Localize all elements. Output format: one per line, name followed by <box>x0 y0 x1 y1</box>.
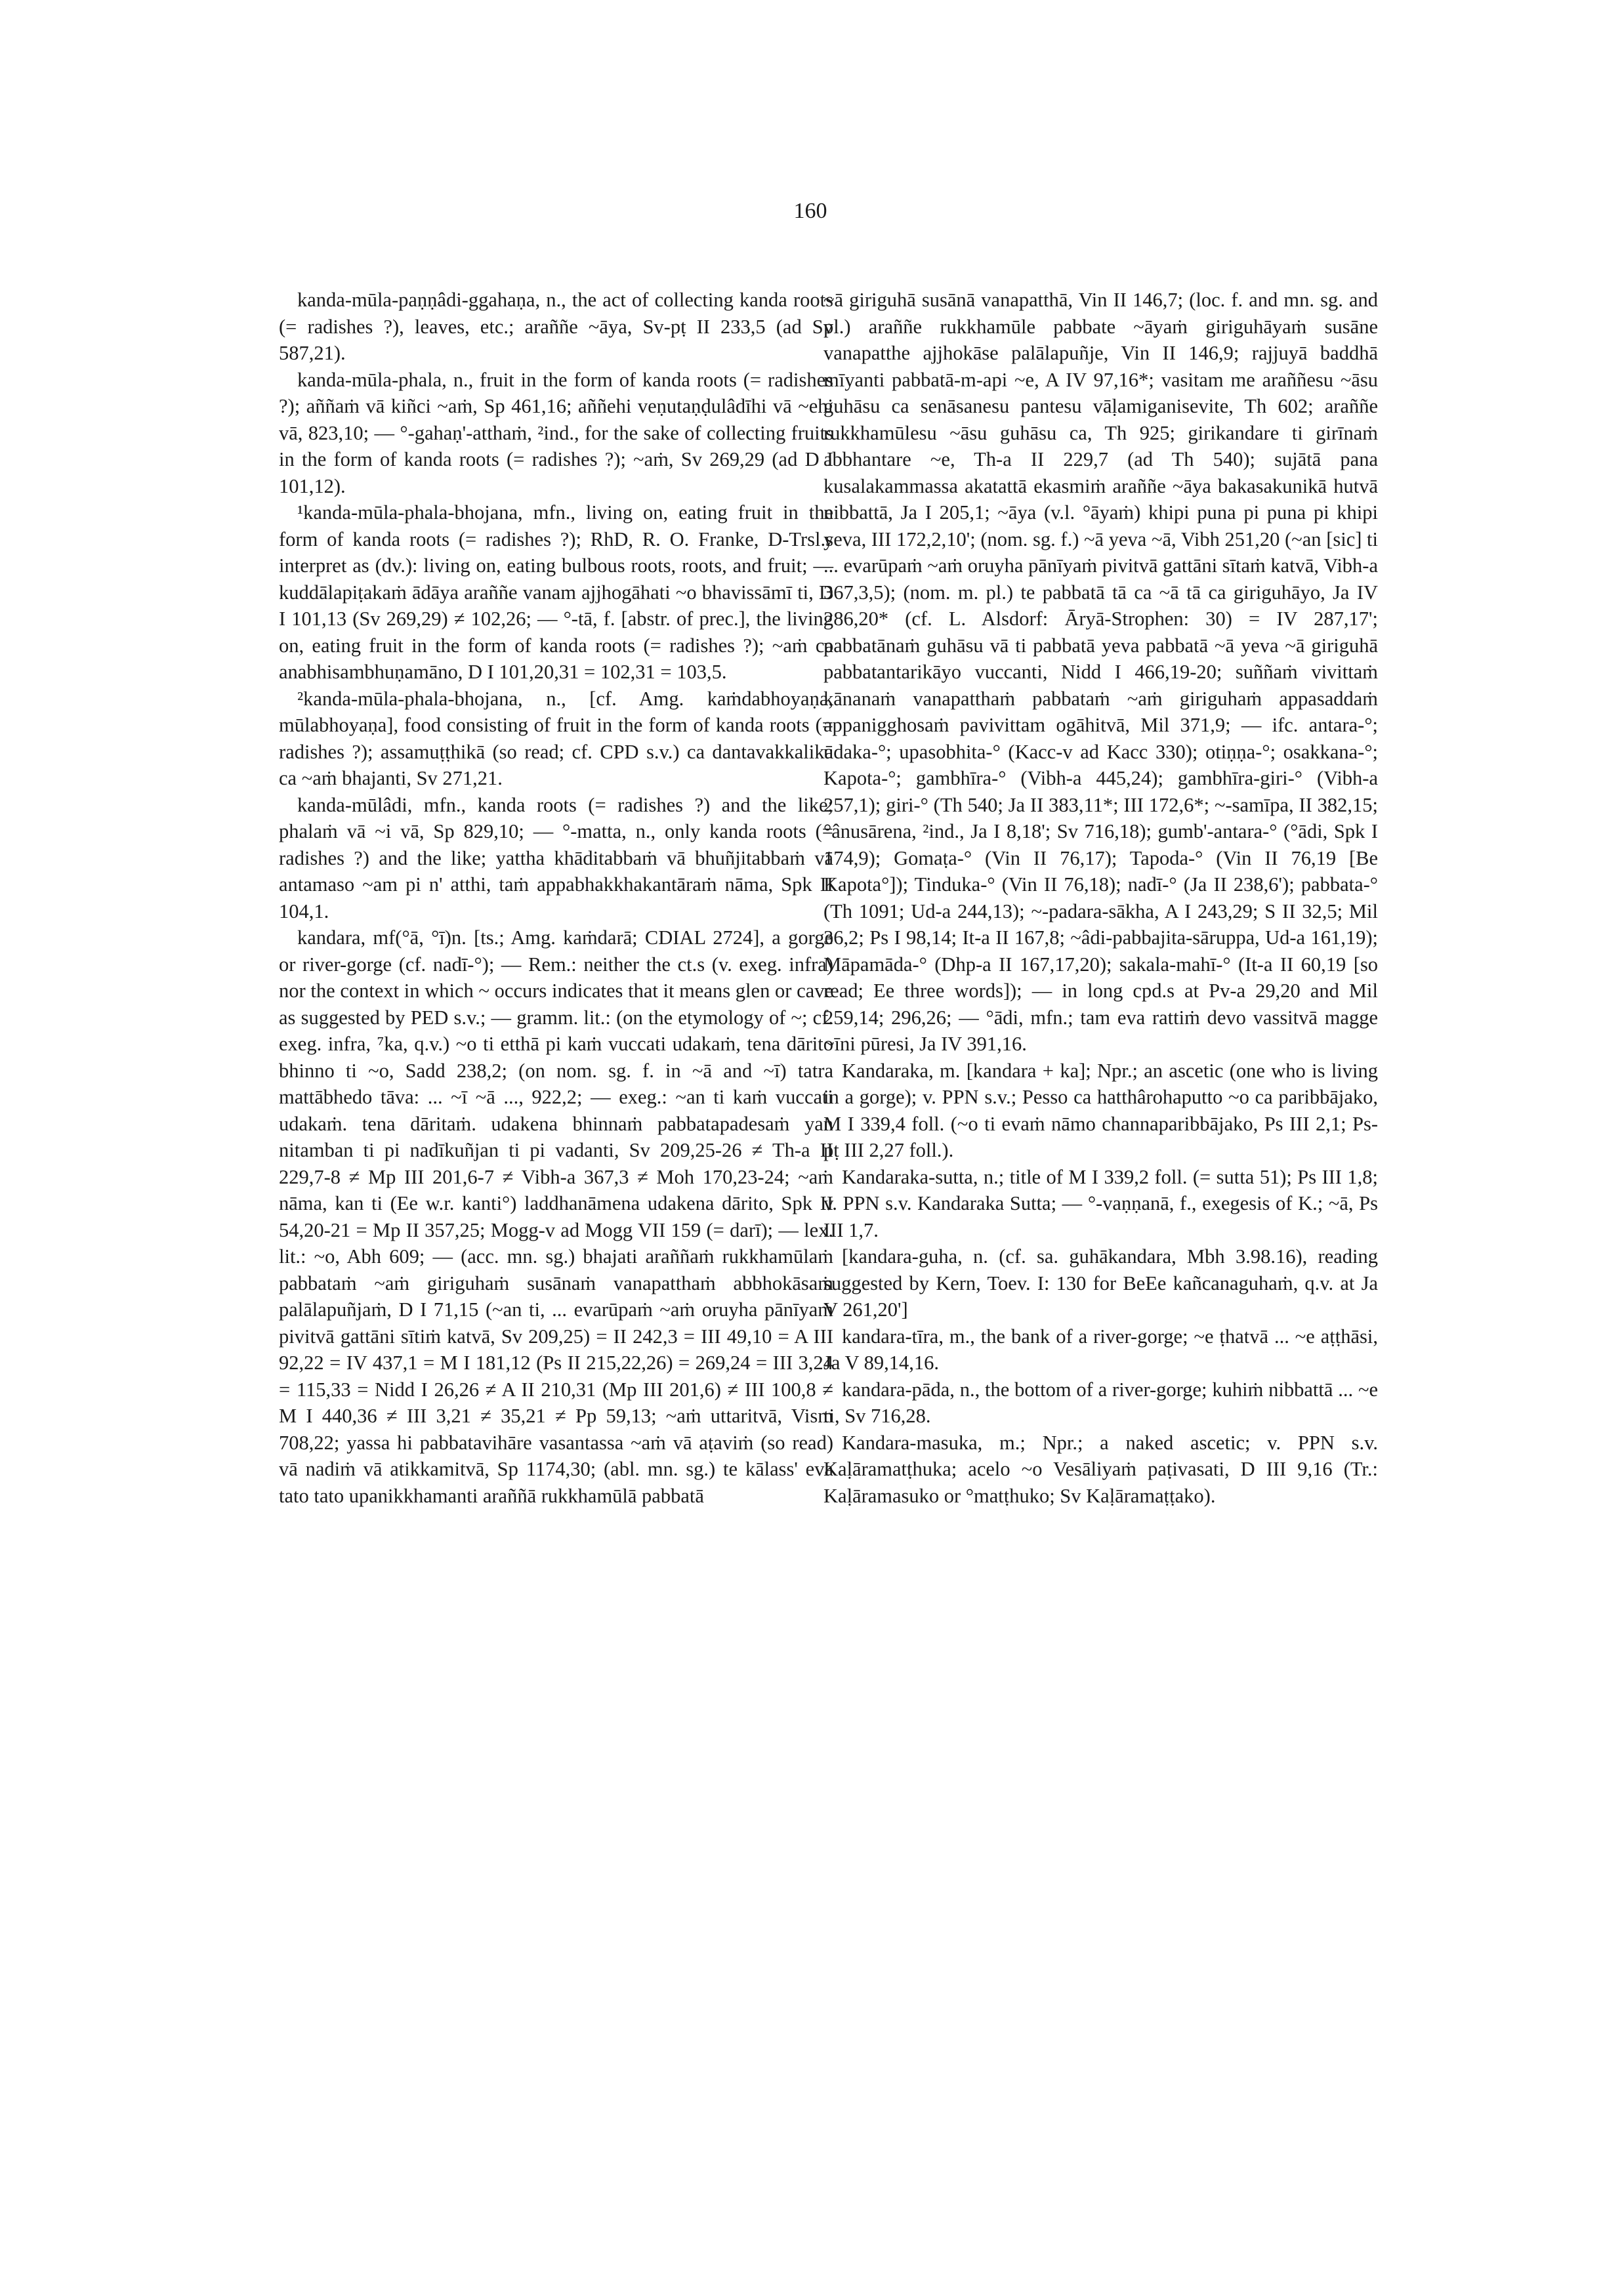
entry-kandaraka-sutta: Kandaraka-sutta, n.; title of M I 339,2 foll. (= sutta 51); Ps III 1,8; v. PPN s.v. Kandaraka Sutta; — °-vaṇṇanā, f., exegesis of K.; ~ā, Ps III 1,7. <box>823 1165 1378 1241</box>
entry-kandara-continued: ~ā giriguhā susānā vanapatthā, Vin II 146,7; (loc. f. and mn. sg. and pl.) araññe rukkhamūle pabbate ~āyaṁ giriguhāyaṁ susāne vanapatthe ajjhokāse palālapuñje, Vin II 146,9; rajjuyā baddhā mīyanti pabbatā-m-api ~e, A IV 97,16*; vasitam me araññesu ~āsu guhāsu ca senāsanesu pantesu vāḷamiganisevite, Th 602; araññe rukkhamūlesu ~āsu guhāsu ca, Th 925; girikandare ti girīnaṁ abbhantare ~e, Th-a II 229,7 (ad Th 540); sujātā pana kusalakammassa akatattā ekasmiṁ araññe ~āya bakasakunikā hutvā nibbattā, Ja I 205,1; ~āya (v.l. °āyaṁ) khipi puna pi puna pi khipi yeva, III 172,2,10'; (nom. sg. f.) ~ā yeva ~ā, Vibh 251,20 (~an [sic] ti ... evarūpaṁ ~aṁ oruyha pānīyaṁ pivitvā gattāni sītaṁ katvā, Vibh-a 367,3,5); (nom. m. pl.) te pabbatā tā ca ~ā tā ca giriguhāyo, Ja IV 286,20* (cf. L. Alsdorf: Āryā-Strophen: 30) = IV 287,17'; pabbatānaṁ guhāsu vā ti pabbatā yeva pabbatā ~ā yeva ~ā giriguhā pabbatantarikāyo vuccanti, Nidd I 466,19-20; suññaṁ vivittaṁ kānanaṁ vanapatthaṁ pabbataṁ ~aṁ giriguhaṁ appasaddaṁ appanigghosaṁ pavivittam ogāhitvā, Mil 371,9; — ifc. antara-°; udaka-°; upasobhita-° (Kacc-v ad Kacc 330); otiṇṇa-°; osakkana-°; Kapota-°; gambhīra-° (Vibh-a 445,24); gambhīra-giri-° (Vibh-a 257,1); giri-° (Th 540; Ja II 383,11*; III 172,6*; ~-samīpa, II 382,15; °ânusārena, ²ind., Ja I 8,18'; Sv 716,18); gumb'-antara-° (°ādi, Spk I 174,9); Gomaṭa-° (Vin II 76,17); Tapoda-° (Vin II 76,19 [Be Kapota°]); Tinduka-° (Vin II 76,18); nadī-° (Ja II 238,6'); pabbata-° (Th 1091; Ud-a 244,13); ~-padara-sākha, A I 243,29; S II 32,5; Mil 36,2; Ps I 98,14; It-a II 167,8; ~âdi-pabbajita-sāruppa, Ud-a 161,19); Māpamāda-° (Dhp-a II 167,17,20); sakala-mahī-° (It-a II 60,19 [so read; Ee three words]); — in long cpd.s at Pv-a 29,20 and Mil 259,14; 296,26; — °ādi, mfn.; tam eva rattiṁ devo vassitvā magge ~īni pūresi, Ja IV 391,16. <box>823 289 1378 1055</box>
entry-kandara-pada: kandara-pāda, n., the bottom of a river-gorge; kuhiṁ nibbattā ... ~e ti, Sv 716,28. <box>823 1378 1378 1427</box>
entry-kanda-mula-phala-bhojana-1: ¹kanda-mūla-phala-bhojana, mfn., living on, eating fruit in the form of kanda roots (= radishes ?); RhD, R. O. Franke, D-Trsl.s interpret as (dv.): living on, eating bulbous roots, roots, and fruit; — kuddālapiṭakaṁ ādāya araññe vanam ajjhogāhati ~o bhavissāmī ti, D I 101,13 (Sv 269,29) ≠ 102,26; — °-tā, f. [abstr. of prec.], the living on, eating fruit in the form of kanda roots (= radishes ?); ~aṁ ca anabhisambhuṇamāno, D I 101,20,31 = 102,31 = 103,5. <box>279 501 833 683</box>
entry-kandara-guha: [kandara-guha, n. (cf. sa. guhākandara, Mbh 3.98.16), reading suggested by Kern, Toev. I: 130 for BeEe kañcanaguhaṁ, q.v. at Ja V 261,20'] <box>823 1245 1378 1321</box>
entry-kanda-mula-phala-bhojana-2: ²kanda-mūla-phala-bhojana, n., [cf. Amg. kaṁdabhoyaṇa, mūlabhoyaṇa], food consisting of fruit in the form of kanda roots (= radishes ?); assamuṭṭhikā (so read; cf. CPD s.v.) ca dantavakkalikā ca ~aṁ bhajanti, Sv 271,21. <box>279 687 833 789</box>
left-column <box>279 287 833 1509</box>
entry-kanda-muladi: kanda-mūlâdi, mfn., kanda roots (= radishes ?) and the like; phalaṁ vā ~i vā, Sp 829,10; — °-matta, n., only kanda roots (= radishes ?) and the like; yattha khāditabbaṁ vā bhuñjitabbaṁ vā antamaso ~am pi n' atthi, taṁ appabhakkhakantāraṁ nāma, Spk II 104,1. <box>279 793 833 922</box>
entry-kandaraka: Kandaraka, m. [kandara + ka]; Npr.; an ascetic (one who is living in a gorge); v. PPN s.v.; Pesso ca hatthârohaputto ~o ca paribbājako, M I 339,4 foll. (~o ti evaṁ nāmo channaparibbājako, Ps III 2,1; Ps-pṭ III 2,27 foll.). <box>823 1059 1378 1161</box>
page-number: 160 <box>793 199 827 223</box>
entry-kanda-mula-phala: kanda-mūla-phala, n., fruit in the form of kanda roots (= radishes ?); aññaṁ vā kiñci ~aṁ, Sp 461,16; aññehi veṇutaṇḍulâdīhi vā ~ehi vā, 823,10; — °-gahaṇ'-atthaṁ, ²ind., for the sake of collecting fruits in the form of kanda roots (= radishes ?); ~aṁ, Sv 269,29 (ad D I 101,12). <box>279 368 833 497</box>
right-column <box>823 287 1378 1509</box>
entry-kandara-masuka: Kandara-masuka, m.; Npr.; a naked ascetic; v. PPN s.v. Kaḷāramatṭhuka; acelo ~o Vesāliyaṁ paṭivasati, D III 9,16 (Tr.: Kaḷāramasuko or °matṭhuko; Sv Kaḷāramaṭṭako). <box>823 1431 1378 1507</box>
entry-kandara-tira: kandara-tīra, m., the bank of a river-gorge; ~e ṭhatvā ... ~e aṭṭhāsi, Ja V 89,14,16. <box>823 1325 1378 1374</box>
entry-kandara: kandara, mf(°ā, °ī)n. [ts.; Amg. kaṁdarā; CDIAL 2724], a gorge or river-gorge (cf. nadī-°); — Rem.: neither the ct.s (v. exeg. infra) nor the context in which ~ occurs indicates that it means glen or cave as suggested by PED s.v.; — gramm. lit.: (on the etymology of ~; cf. exeg. infra, ⁷ka, q.v.) ~o ti etthā pi kaṁ vuccati udakaṁ, tena dārito bhinno ti ~o, Sadd 238,2; (on nom. sg. f. in ~ā and ~ī) tatra mattābhedo tāva: ... ~ī ~ā ..., 922,2; — exeg.: ~an ti kaṁ vuccati udakaṁ. tena dāritaṁ. udakena bhinnaṁ pabbatapadesaṁ yan nitamban ti pi nadīkuñjan ti pi vadanti, Sv 209,25-26 ≠ Th-a II 229,7-8 ≠ Mp III 201,6-7 ≠ Vibh-a 367,3 ≠ Moh 170,23-24; ~aṁ nāma, kan ti (Ee w.r. kanti°) laddhanāmena udakena dārito, Spk II 54,20-21 = Mp II 357,25; Mogg-v ad Mogg VII 159 (= darī); — lex. lit.: ~o, Abh 609; — (acc. mn. sg.) bhajati araññaṁ rukkhamūlaṁ pabbataṁ ~aṁ giriguhaṁ susānaṁ vanapatthaṁ abbhokāsaṁ palālapuñjaṁ, D I 71,15 (~an ti, ... evarūpaṁ ~aṁ oruyha pānīyaṁ pivitvā gattāni sītiṁ katvā, Sv 209,25) = II 242,3 = III 49,10 = A III 92,22 = IV 437,1 = M I 181,12 (Ps II 215,22,26) = 269,24 = III 3,24 = 115,33 = Nidd I 26,26 ≠ A II 210,31 (Mp III 201,6) ≠ III 100,8 ≠ M I 440,36 ≠ III 3,21 ≠ 35,21 ≠ Pp 59,13; ~aṁ uttaritvā, Vism 708,22; yassa hi pabbatavihāre vasantassa ~aṁ vā aṭaviṁ (so read) vā nadiṁ vā atikkamitvā, Sp 1174,30; (abl. mn. sg.) te kālass' eva tato tato upanikkhamanti araññā rukkhamūlā pabbatā <box>279 926 833 1507</box>
entry-kanda-mula-pannadi-ggahana: kanda-mūla-paṇṇâdi-ggahaṇa, n., the act of collecting kanda roots (= radishes ?), leaves, etc.; araññe ~āya, Sv-pṭ II 233,5 (ad Sv 587,21). <box>279 289 833 364</box>
